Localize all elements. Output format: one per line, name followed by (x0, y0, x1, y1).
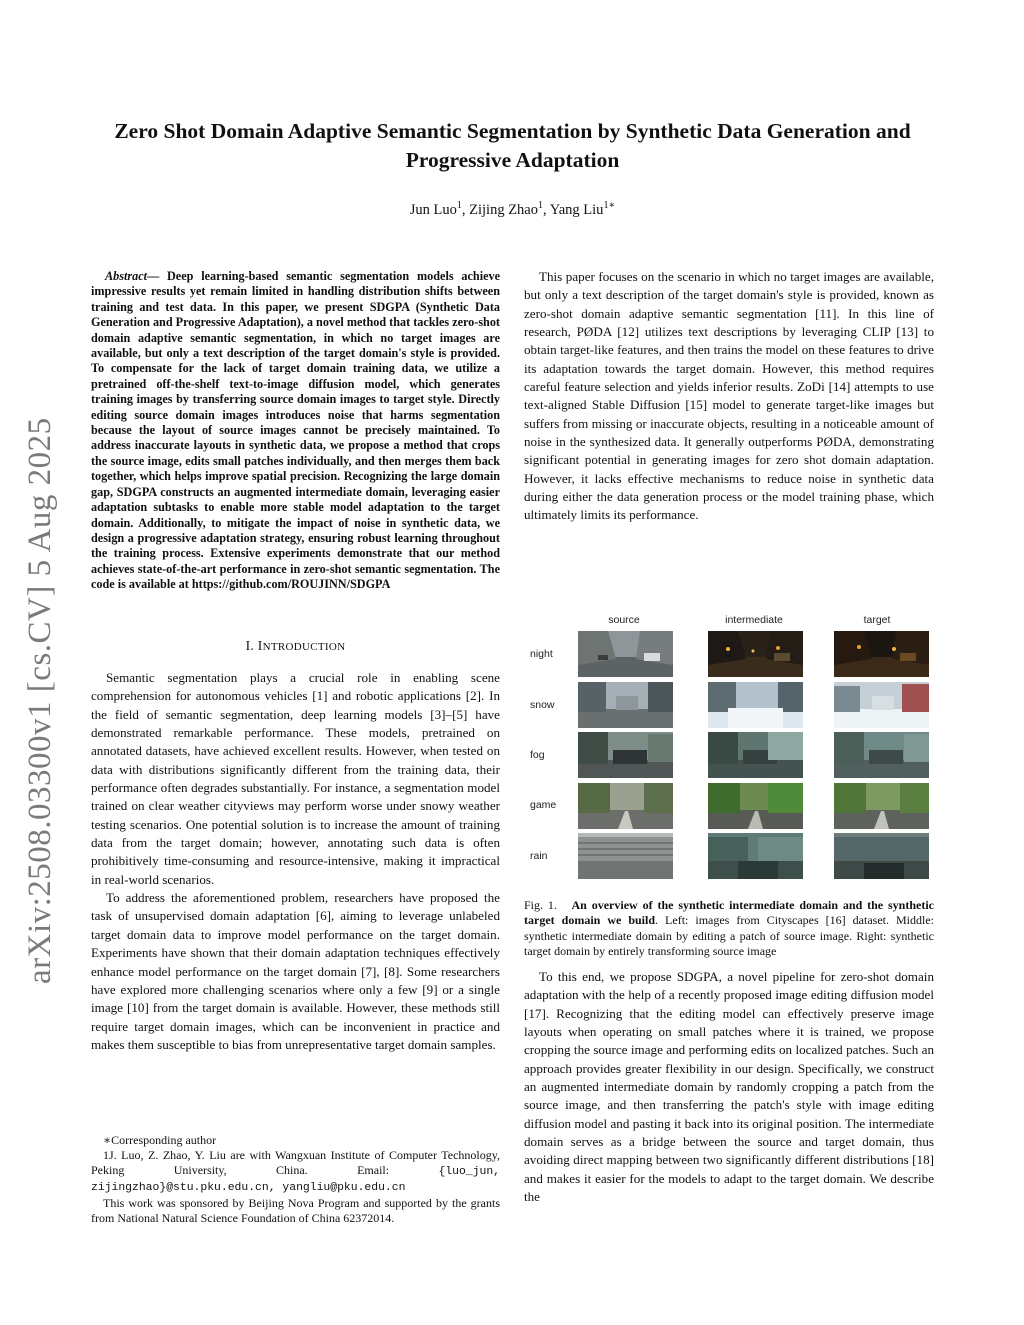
row-label-fog: fog (530, 749, 545, 761)
section-heading-introduction (91, 638, 500, 654)
right-column-text-bottom (524, 968, 934, 1206)
column-label-target: target (863, 614, 891, 626)
author-affiliation-mark: 1 (456, 200, 462, 211)
arxiv-identifier-stamp: arXiv:2508.03300v1 [cs.CV] 5 Aug 2025 (22, 417, 58, 984)
row-label-rain: rain (530, 850, 548, 862)
right-column-text-top (524, 268, 934, 525)
caption-label: Fig. 1. (524, 898, 557, 912)
street-scene-image (834, 732, 929, 778)
street-scene-image (708, 682, 803, 728)
street-scene-image (834, 783, 929, 829)
row-label-game: game (530, 799, 557, 811)
section-number: I. (245, 638, 258, 653)
corresponding-author-note: ∗Corresponding author (103, 1133, 217, 1147)
intro-paragraph: Semantic segmentation plays a crucial role in enabling scene comprehension for autonomous vehicles [1] and robotic applications [2]. In the field of semantic segmentation, deep learning models [3]–[5] have demonstrated remarkable performance. These models, pretrained on annotated datasets, have achieved excellent results. However, when tested on data with distributions significantly different from the training data, their performance often degrades substantially. For instance, a segmentation model trained on clear weather cityviews may perform worse under snowy weather testing scenarios. One potential solution is to increase the amount of training data from the target domain; however, annotating such data is often prohibitively time-consuming and resource-intensive, making it impractical in real-world scenarios. (91, 670, 500, 887)
row-label-night: night (530, 648, 553, 660)
section-title-initial: I (257, 638, 263, 653)
row-label-snow: snow (530, 699, 555, 711)
street-scene-image (708, 732, 803, 778)
caption-bold-text: An overview of the synthetic intermediate domain and the synthetic target domain we build (524, 898, 935, 928)
abstract-heading: Abstract (105, 269, 147, 283)
body-paragraph: To this end, we propose SDGPA, a novel pipeline for zero-shot domain adaptation with the help of a recently proposed image editing diffusion model [17]. Recognizing that the editing model can effectively preserve image layouts when operating on small patches where it is trained, we propose cropping the source image and performing edits on localized patches. Such an approach provides greater flexibility in our design. Specifically, we construct an augmented intermediate domain by randomly cropping a patch from the source image, and then transferring the patch's style with image editing diffusion model and pasting it back into its original position. The intermediate domain serves as a bridge between the source and target domain, thus avoiding direct mapping between two significantly different distributions [18] and makes it easier for the models to adapt to the target domain. We describe the (524, 969, 934, 1205)
street-scene-image (578, 732, 673, 778)
intro-body (91, 669, 500, 1054)
figure-caption (524, 898, 934, 960)
author-affiliation-mark: 1∗ (603, 200, 616, 211)
street-scene-image (578, 682, 673, 728)
street-scene-image (834, 682, 929, 728)
affiliation-note (91, 1148, 500, 1196)
column-label-intermediate: intermediate (725, 614, 783, 626)
street-scene-image (578, 833, 673, 879)
abstract (91, 269, 500, 593)
intro-paragraph: To address the aforementioned problem, researchers have proposed the task of unsupervised domain adaptation [6], aiming to leverage unlabeled target domain data to improve model performance on the target domain. Experiments have shown that their domain adaptation techniques effectively enhance model performance on the target domain [7], [8]. Some researchers have explored more challenging scenarios where only a few [9] or a single image [10] from the target domain is available. However, these methods still require target domain images, which can be inconvenient in practice and makes them susceptible to bias from unrepresentative target domain samples. (91, 890, 500, 1052)
author-affiliation-mark: 1 (538, 200, 543, 211)
body-paragraph: This paper focuses on the scenario in which no target images are available, but only a text description of the target domain's style is provided, known as zero-shot domain adaptive semantic segmentation [11]. In this line of research, PØDA [12] utilizes text descriptions by leveraging CLIP [13] to obtain target-like features, and then trains the model on these features to drive its adaptation towards the target domain. However, this method requires careful feature selection and yields inferior results. ZoDi [14] attempts to use text-aligned Stable Diffusion [15] model to generate target-like images but suffers from missing or inaccurate objects, resulting in a noticeable amount of noise in the synthesized data. It generally outperforms PØDA, demonstrating significant potential in generating images for zero shot domain adaptation. However, it lacks effective mechanisms to reduce noise in synthetic data during either the data generation process or the model training phase, which ultimately limits its performance. (524, 269, 934, 523)
section-title-rest: NTRODUCTION (262, 641, 346, 653)
author-list: Jun Luo$^1$, Zijing Zhao$^1$, Yang Liu$^{1∗}$ (409, 200, 616, 218)
street-scene-image (834, 833, 929, 879)
figure-1 (524, 606, 934, 884)
street-scene-image (834, 631, 929, 677)
footnotes (91, 1133, 500, 1226)
funding-note: This work was sponsored by Beijing Nova Program and supported by the grants from National Natural Science Foundation of China 62372014. (91, 1196, 500, 1225)
street-scene-image (578, 783, 673, 829)
street-scene-image (708, 631, 803, 677)
affiliation-text: 1J. Luo, Z. Zhao, Y. Liu are with Wangxuan Institute of Computer Technology, Peking University, China. Email: (91, 1147, 500, 1177)
street-scene-image (578, 631, 673, 677)
column-label-source: source (608, 614, 640, 626)
author-name: Jun Luo (409, 201, 457, 218)
paper-title: Zero Shot Domain Adaptive Semantic Segmentation by Synthetic Data Generation and Progressive Adaptation (114, 119, 911, 172)
email-address: {luo_jun, zijingzhao}@stu.pku.edu.cn, yangliu@pku.edu.cn (91, 1165, 500, 1195)
caption-text: . Left: images from Cityscapes [16] dataset. Middle: synthetic intermediate domain by editing a patch of source image. Right: synthetic target domain by entirely transforming source image (524, 913, 934, 959)
author-name: Yang Liu (549, 201, 604, 218)
street-scene-image (708, 783, 803, 829)
abstract-text: — Deep learning-based semantic segmentation models achieve impressive results yet remain limited in handling distribution shifts between training and test data. In this paper, we present SDGPA (Synthetic Data Generation and Progressive Adaptation), a novel method that tackles zero-shot domain adaptive semantic segmentation, in which no target images are available, but only a text description of the target domain's style is provided. To compensate for the lack of target domain training data, we utilize a pretrained off-the-shelf text-to-image diffusion model, which generates training images by transferring source domain images to target style. Directly editing source domain images introduces noise that harms segmentation because the layout of source images cannot be precisely maintained. To address inaccurate layouts in synthetic data, we propose a method that crops the source image, edits small patches individually, and then merges them back together, which helps improve spatial precision. Recognizing the large domain gap, SDGPA constructs an augmented intermediate domain, leveraging easier adaptation subtasks to enable more stable model adaptation to the target domain. Additionally, to mitigate the impact of noise in synthetic data, we design a progressive adaptation strategy, ensuring robust learning throughout the training process. Extensive experiments demonstrate that our method achieves state-of-the-art performance in zero-shot semantic segmentation. The code is available at https://github.com/ROUJINN/SDGPA (91, 269, 500, 592)
author-name: Zijing Zhao (469, 201, 538, 218)
street-scene-image (708, 833, 803, 879)
